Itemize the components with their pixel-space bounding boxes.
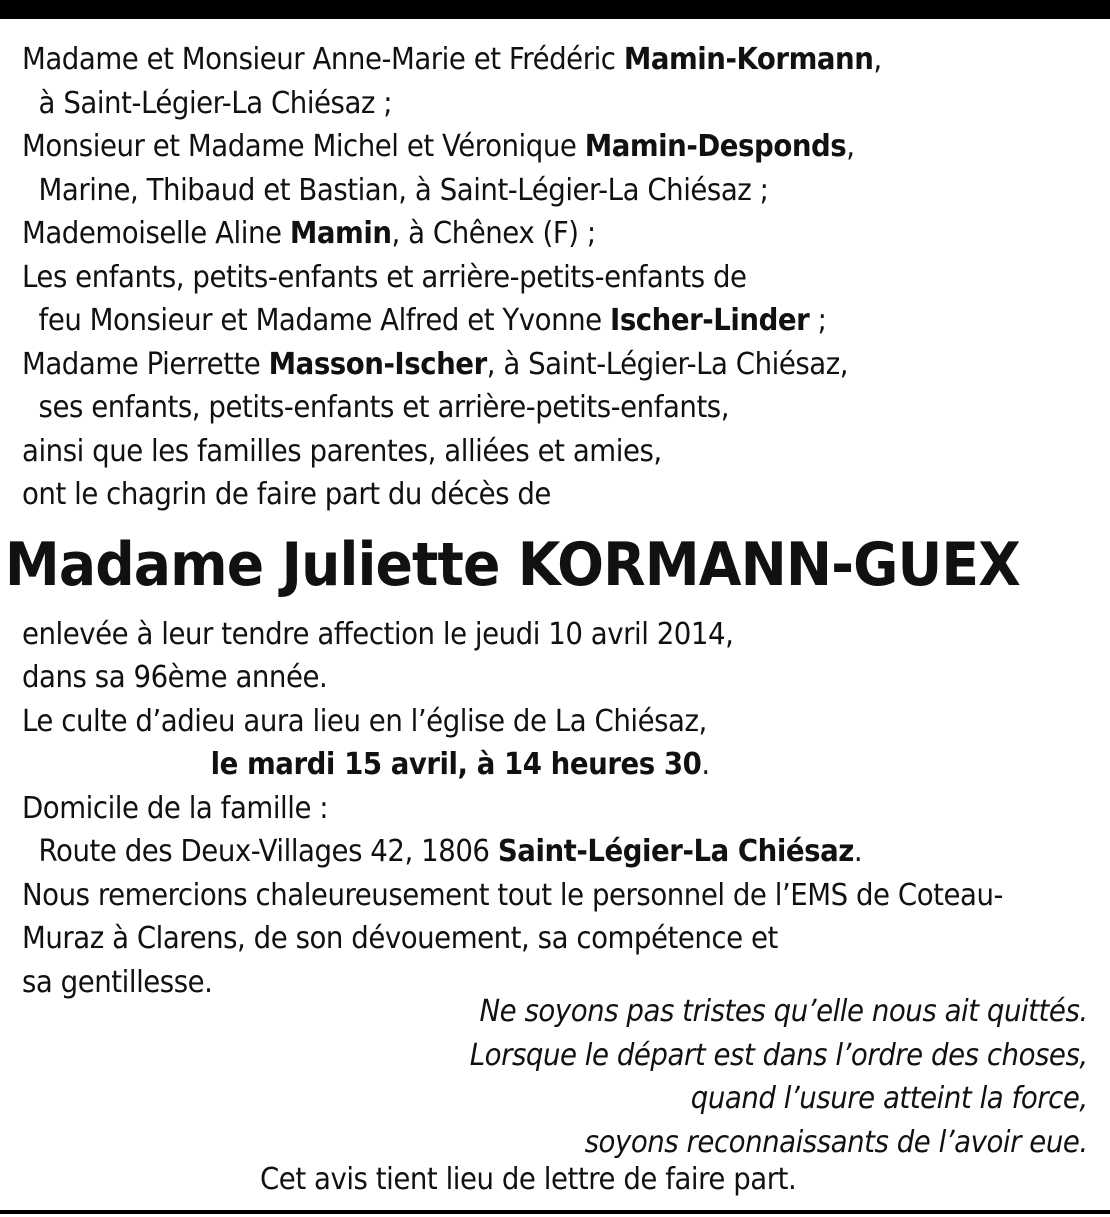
- closing-note: Cet avis tient lieu de lettre de faire part.: [260, 1162, 797, 1197]
- domicile-label: Domicile de la famille :: [22, 790, 329, 826]
- thanks-line: Nous remercions chaleureusement tout le personnel de l’EMS de Coteau-: [22, 877, 1003, 913]
- family-line: Mademoiselle Aline Mamin, à Chênex (F) ;: [22, 216, 596, 251]
- detail-line: enlevée à leur tendre affection le jeudi 10 avril 2014,: [22, 616, 734, 652]
- thanks-line: Muraz à Clarens, de son dévouement, sa compétence et: [22, 921, 778, 956]
- family-line: ainsi que les familles parentes, alliées et amies,: [22, 433, 662, 469]
- detail-line: Le culte d’adieu aura lieu en l’église de La Chiésaz,: [22, 703, 707, 739]
- top-rule: [0, 0, 1110, 19]
- family-line: ses enfants, petits-enfants et arrière-petits-enfants,: [38, 390, 730, 425]
- family-line: feu Monsieur et Madame Alfred et Yvonne Ischer-Linder ;: [38, 303, 827, 338]
- poem-line: Ne soyons pas tristes qu’elle nous ait quittés.: [479, 994, 1088, 1029]
- family-address: Route des Deux-Villages 42, 1806 Saint-Légier-La Chiésaz.: [38, 834, 863, 869]
- deceased-name: Madame Juliette KORMANN-GUEX: [4, 529, 1020, 600]
- detail-line: dans sa 96ème année.: [22, 660, 328, 695]
- family-line: Monsieur et Madame Michel et Véronique Mamin-Desponds,: [22, 129, 855, 164]
- poem: [416, 990, 1088, 1164]
- poem-line: soyons reconnaissants de l’avoir eue.: [584, 1124, 1088, 1160]
- family-line: Les enfants, petits-enfants et arrière-petits-enfants de: [22, 259, 747, 295]
- family-line: Madame et Monsieur Anne-Marie et Frédéric Mamin-Kormann,: [22, 42, 882, 77]
- thanks-line: sa gentillesse.: [22, 964, 213, 1000]
- family-line: Marine, Thibaud et Bastian, à Saint-Légier-La Chiésaz ;: [38, 172, 769, 208]
- family-line: ont le chagrin de faire part du décès de: [22, 477, 551, 512]
- family-line: Madame Pierrette Masson-Ischer, à Saint-Légier-La Chiésaz,: [22, 346, 849, 382]
- service-time: le mardi 15 avril, à 14 heures 30.: [210, 747, 710, 782]
- family-line: à Saint-Légier-La Chiésaz ;: [38, 85, 393, 121]
- obituary-notice: [4, 38, 1020, 1004]
- poem-line: Lorsque le départ est dans l’ordre des choses,: [470, 1037, 1088, 1073]
- bottom-rule: [0, 1210, 1110, 1214]
- poem-line: quand l’usure atteint la force,: [691, 1081, 1088, 1116]
